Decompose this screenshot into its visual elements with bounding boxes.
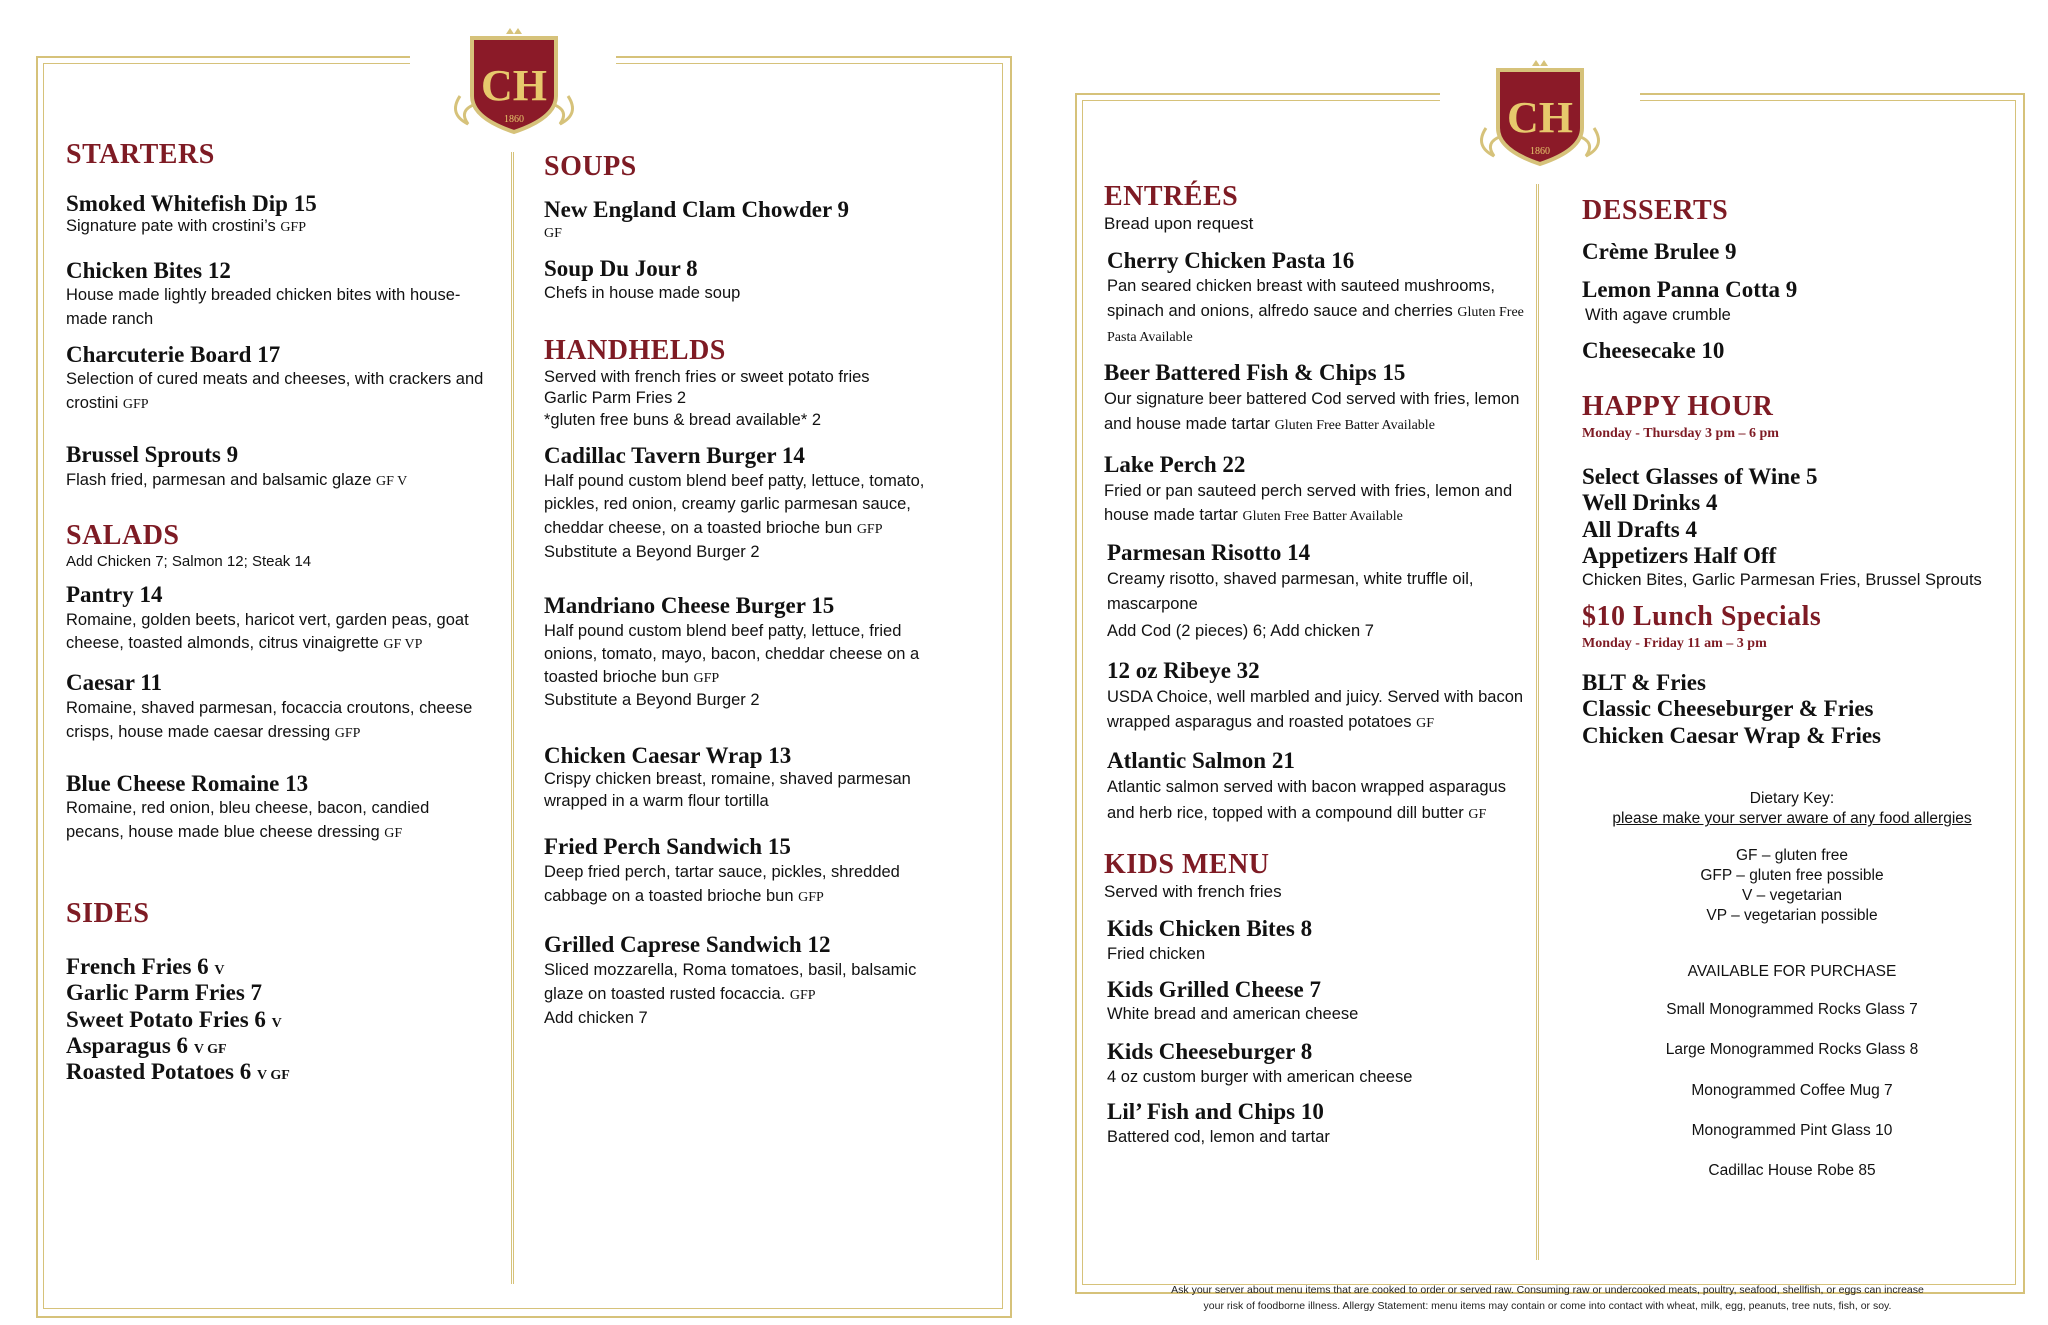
dietary-tag: V GF: [257, 1068, 290, 1084]
item-desc: With agave crumble: [1585, 305, 1731, 324]
dietary-tag: GF: [384, 826, 403, 842]
kids-heading: KIDS MENU: [1104, 849, 1270, 881]
happy-hour-item: All Drafts 4: [1582, 516, 1697, 542]
item-name: Pantry 14: [66, 582, 163, 608]
item-name: Lake Perch 22: [1104, 452, 1246, 478]
dietary-tag: GFP: [789, 987, 816, 1003]
happy-hour-item: Well Drinks 4: [1582, 490, 1718, 516]
dietary-tag: GF: [1468, 807, 1487, 823]
item-extra: Substitute a Beyond Burger 2: [544, 690, 760, 709]
side-item: Roasted Potatoes 6 V GF: [66, 1059, 290, 1085]
menu-item: [544, 197, 954, 242]
purchase-item: Monogrammed Coffee Mug 7: [1691, 1081, 1893, 1099]
side-item: French Fries 6 V: [66, 953, 225, 979]
food-safety-footer: [1095, 1282, 2000, 1315]
purchase-list: [1582, 962, 2002, 1181]
menu-item: [544, 932, 954, 1030]
item-name: Cherry Chicken Pasta 16: [1107, 248, 1355, 274]
kids-subtitle: Served with french fries: [1104, 882, 1282, 902]
item-desc: White bread and american cheese: [1107, 1005, 1359, 1024]
dietary-tag: GF: [1416, 716, 1435, 732]
item-desc: Romaine, red onion, bleu cheese, bacon, candied pecans, house made blue cheese dressing: [66, 799, 430, 842]
menu-item: [544, 743, 954, 812]
dietary-key-entry: GF – gluten free: [1735, 846, 1848, 864]
dietary-tag: GFP: [856, 522, 883, 538]
dessert-item: Cheesecake 10: [1582, 337, 1725, 363]
item-name: Brussel Sprouts 9: [66, 442, 239, 468]
item-desc: Our signature beer battered Cod served with fries, lemon and house made tartar: [1104, 389, 1520, 433]
item-name: 12 oz Ribeye 32: [1107, 658, 1260, 684]
item-name: Chicken Caesar Wrap 13: [544, 742, 792, 768]
dietary-key-entry: VP – vegetarian possible: [1706, 907, 1878, 925]
item-name: New England Clam Chowder 9: [544, 196, 849, 222]
item-name: Kids Cheeseburger 8: [1107, 1039, 1313, 1065]
appetizers-note: Chicken Bites, Garlic Parmesan Fries, Brussel Sprouts: [1582, 570, 1982, 589]
column-starters-salads-sides: [66, 140, 486, 1086]
happy-hour-item: Select Glasses of Wine 5: [1582, 463, 1818, 489]
item-name: Caesar 11: [66, 670, 163, 696]
dietary-tag: GFP: [122, 397, 149, 413]
lunch-item: BLT & Fries: [1582, 670, 1706, 695]
dietary-tag: GFP: [334, 725, 361, 741]
crest-logo-right: [1472, 58, 1608, 170]
item-extra: Substitute a Beyond Burger 2: [544, 543, 760, 562]
item-extra: Add chicken 7: [544, 1008, 648, 1027]
dietary-key-entry: GFP – gluten free possible: [1700, 866, 1884, 884]
menu-item: [1107, 248, 1534, 348]
item-desc: Half pound custom blend beef patty, lettuce, tomato, pickles, red onion, creamy garlic parmesan sauce, cheddar cheese, on a toasted brioche bun: [544, 471, 925, 538]
item-desc: Signature pate with crostini’s: [66, 217, 281, 236]
menu-item: [1107, 916, 1534, 966]
menu-item: [544, 593, 954, 713]
item-desc: Fried or pan sauteed perch served with fries, lemon and house made tartar: [1104, 481, 1513, 525]
item-name: Smoked Whitefish Dip 15: [66, 190, 317, 216]
item-desc: Battered cod, lemon and tartar: [1107, 1127, 1330, 1146]
dietary-tag: V: [271, 1015, 282, 1031]
dietary-tag: GFP: [798, 889, 824, 905]
menu-item: [1107, 540, 1534, 644]
desserts-heading: DESSERTS: [1582, 195, 1729, 226]
lunch-item: Chicken Caesar Wrap & Fries: [1582, 722, 1881, 748]
item-name: Grilled Caprese Sandwich 12: [544, 932, 831, 958]
dietary-tag: Gluten Free Pasta Available: [1107, 304, 1524, 345]
purchase-item: Large Monogrammed Rocks Glass 8: [1665, 1041, 1919, 1059]
item-desc: Fried chicken: [1107, 944, 1206, 963]
salads-subtitle: Add Chicken 7; Salmon 12; Steak 14: [66, 553, 312, 571]
item-desc: Sliced mozzarella, Roma tomatoes, basil, balsamic glaze on toasted rusted focaccia.: [544, 960, 917, 1003]
menu-item: [544, 256, 954, 306]
purchase-item: Small Monogrammed Rocks Glass 7: [1666, 1001, 1918, 1019]
lunch-item: Classic Cheeseburger & Fries: [1582, 696, 1874, 722]
menu-item: [66, 582, 486, 656]
item-name: Kids Grilled Cheese 7: [1107, 976, 1322, 1002]
menu-item: [66, 442, 486, 492]
item-name: Mandriano Cheese Burger 15: [544, 593, 835, 619]
salads-heading: SALADS: [66, 519, 180, 551]
lunch-times: Monday - Friday 11 am – 3 pm: [1582, 636, 1767, 651]
menu-item: [66, 342, 486, 416]
dietary-tag: GFP: [280, 220, 306, 236]
menu-item: [544, 443, 954, 565]
item-desc: Deep fried perch, tartar sauce, pickles, shredded cabbage on a toasted brioche bun: [544, 862, 900, 905]
dietary-tag: V: [214, 962, 225, 978]
menu-item: [66, 771, 486, 845]
side-item: Asparagus 6 V GF: [66, 1033, 227, 1059]
purchase-item: Monogrammed Pint Glass 10: [1691, 1121, 1893, 1139]
happy-hour-item: Appetizers Half Off: [1582, 543, 1777, 569]
left-column-divider: [511, 152, 514, 1284]
dessert-item: Crème Brulee 9: [1582, 238, 1737, 264]
item-desc: 4 oz custom burger with american cheese: [1107, 1067, 1413, 1086]
dessert-item: Lemon Panna Cotta 9: [1582, 277, 1798, 303]
item-name: Blue Cheese Romaine 13: [66, 770, 309, 796]
crest-year: 1860: [504, 114, 524, 125]
item-name: Atlantic Salmon 21: [1107, 747, 1295, 773]
item-extra: Add Cod (2 pieces) 6; Add chicken 7: [1107, 621, 1374, 640]
handhelds-subtitle: Served with french fries or sweet potato fries: [544, 367, 870, 386]
dietary-tag: GFP: [693, 670, 720, 686]
crest-year: 1860: [1530, 146, 1550, 157]
menu-item: [1107, 748, 1534, 827]
footer-line: your risk of foodborne illness. Allergy Statement: menu items may contain or come into contact with wheat, milk, egg, peanuts, tree nuts, fish, or soy.: [1203, 1300, 1892, 1313]
menu-item: [1107, 1039, 1534, 1089]
menu-item: [544, 834, 954, 908]
column-soups-handhelds: [544, 152, 954, 1031]
right-column-divider: [1536, 184, 1539, 1260]
item-desc: Atlantic salmon served with bacon wrapped asparagus and herb rice, topped with a compound dill butter: [1107, 778, 1506, 823]
column-entrees-kids: [1104, 182, 1534, 1150]
dietary-tag: GF VP: [383, 637, 423, 653]
soups-heading: SOUPS: [544, 151, 637, 182]
side-item: Sweet Potato Fries 6 V: [66, 1006, 282, 1032]
dietary-key: [1582, 789, 2002, 926]
entrees-heading: ENTRÉES: [1104, 181, 1239, 212]
item-name: Fried Perch Sandwich 15: [544, 834, 791, 860]
entrees-subtitle: Bread upon request: [1104, 213, 1254, 233]
menu-item: [1107, 658, 1534, 736]
item-desc: Romaine, golden beets, haricot vert, garden peas, goat cheese, toasted almonds, citrus vinaigrette: [66, 610, 469, 653]
item-desc: Half pound custom blend beef patty, lettuce, fried onions, tomato, mayo, bacon, cheddar cheese on a toasted brioche bun: [544, 621, 920, 686]
happy-hour-times: Monday - Thursday 3 pm – 6 pm: [1582, 425, 1779, 441]
crest-monogram: CH: [1507, 93, 1573, 142]
menu-item: [1104, 360, 1534, 436]
allergy-note: please make your server aware of any food allergies: [1612, 810, 1972, 828]
purchase-heading: AVAILABLE FOR PURCHASE: [1687, 963, 1897, 981]
menu-item: [66, 191, 486, 236]
lunch-specials-heading: $10 Lunch Specials: [1582, 601, 1822, 633]
crest-logo-left: [446, 26, 582, 138]
menu-item: [66, 258, 486, 332]
item-name: Cadillac Tavern Burger 14: [544, 443, 805, 469]
crest-monogram: CH: [481, 61, 547, 110]
item-name: Lil’ Fish and Chips 10: [1107, 1099, 1324, 1125]
column-desserts-specials: [1582, 196, 2002, 1181]
handhelds-subtitle: Garlic Parm Fries 2: [544, 389, 687, 408]
item-name: Chicken Bites 12: [66, 257, 231, 283]
item-desc: Creamy risotto, shaved parmesan, white truffle oil, mascarpone: [1107, 569, 1474, 614]
dietary-tag: Gluten Free Batter Available: [1274, 417, 1435, 433]
item-desc: Flash fried, parmesan and balsamic glaze: [66, 470, 376, 489]
menu-item: [1107, 1099, 1534, 1149]
footer-line: Ask your server about menu items that are cooked to order or served raw. Consuming raw or undercooked meats, poultry, seafood, shellfish, or eggs can increase: [1171, 1284, 1924, 1296]
menu-item: [1104, 452, 1534, 528]
item-desc: Crispy chicken breast, romaine, shaved parmesan wrapped in a warm flour tortilla: [544, 770, 911, 810]
dietary-tag: V GF: [193, 1042, 227, 1058]
item-desc: Chefs in house made soup: [544, 284, 741, 303]
handhelds-heading: HANDHELDS: [544, 334, 726, 366]
purchase-item: Cadillac House Robe 85: [1708, 1161, 1876, 1179]
dietary-tag: Gluten Free Batter Available: [1242, 509, 1403, 525]
dietary-key-title: Dietary Key:: [1749, 790, 1835, 808]
item-name: Soup Du Jour 8: [544, 255, 698, 281]
item-desc: USDA Choice, well marbled and juicy. Served with bacon wrapped asparagus and roasted potatoes: [1107, 687, 1524, 732]
item-desc: House made lightly breaded chicken bites with house-made ranch: [66, 286, 461, 328]
item-desc: Selection of cured meats and cheeses, with crackers and crostini: [66, 370, 484, 413]
sides-heading: SIDES: [66, 897, 150, 929]
item-desc: Romaine, shaved parmesan, focaccia croutons, cheese crisps, house made caesar dressing: [66, 698, 473, 741]
happy-hour-heading: HAPPY HOUR: [1582, 391, 1774, 423]
starters-heading: STARTERS: [66, 139, 215, 170]
side-item: Garlic Parm Fries 7: [66, 980, 263, 1006]
item-name: Charcuterie Board 17: [66, 341, 281, 367]
dietary-key-entry: V – vegetarian: [1742, 886, 1842, 904]
dietary-tag: GF V: [376, 473, 408, 489]
item-name: Parmesan Risotto 14: [1107, 540, 1311, 566]
item-desc: Pan seared chicken breast with sauteed mushrooms, spinach and onions, alfredo sauce and cherries: [1107, 277, 1495, 320]
handhelds-subtitle: *gluten free buns & bread available* 2: [544, 410, 822, 429]
item-name: Kids Chicken Bites 8: [1107, 916, 1313, 942]
menu-item: [66, 670, 486, 744]
item-name: Beer Battered Fish & Chips 15: [1104, 360, 1406, 386]
menu-item: [1107, 977, 1534, 1027]
dietary-tag: GF: [544, 226, 562, 242]
